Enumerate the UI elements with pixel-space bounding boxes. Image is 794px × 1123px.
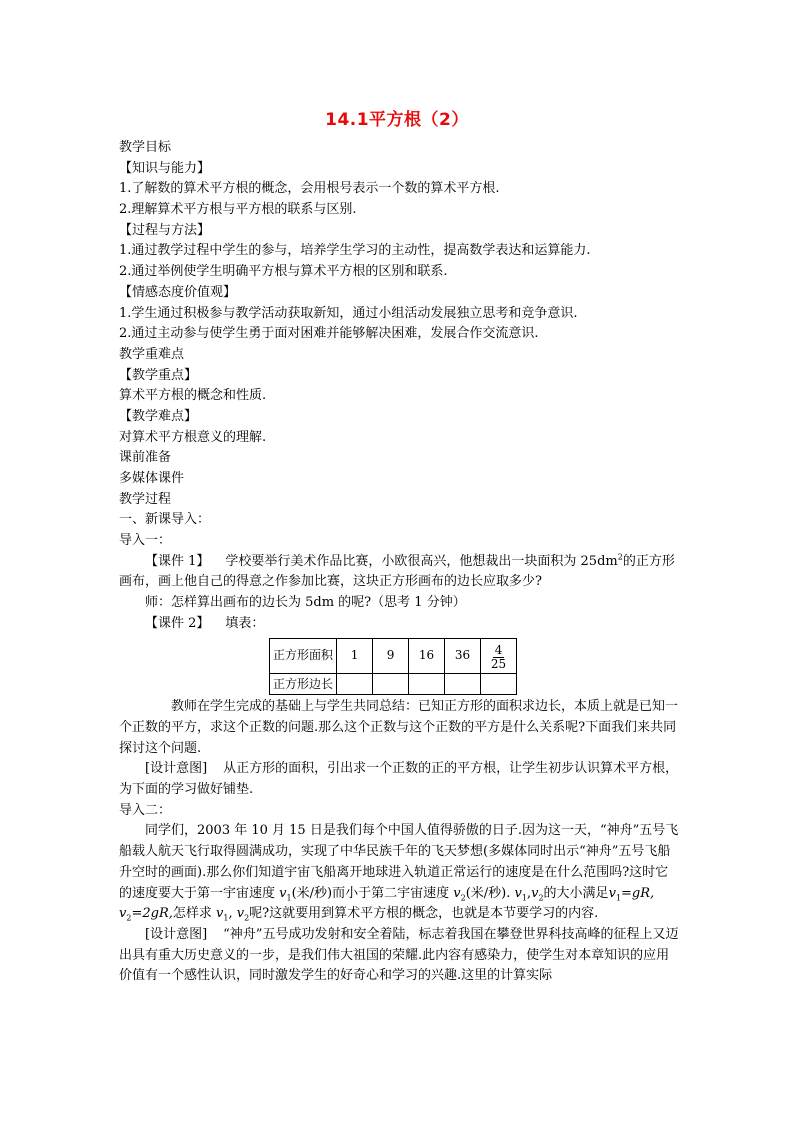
text-span: 呢?这就要用到算术平方根的概念，也就是本节要学习的内容. (249, 906, 599, 922)
subsection-heading: 【教学难点】 (119, 408, 198, 424)
text-span: 从正方形的面积，引出求一个正数的正的平方根，让学生初步认识算术平方根，为下面的学习做好铺垫. (119, 761, 679, 798)
teacher-question: 师：怎样算出画布的边长为 5dm 的呢?（思考 1 分钟） (145, 595, 466, 611)
text-span: (米/秒)而小于第二宇宙速度 (291, 885, 454, 901)
table-cell: 36 (445, 638, 481, 673)
shenzhou-paragraph: 同学们，2003 年 10 月 15 日是我们每个中国人值得骄傲的日子.因为这一天，“神舟”五号飞船载人航天飞行取得圆满成功，实现了中华民族千年的飞天梦想(多媒体同时出示“神舟”五号飞船升空时的画面).那么你们知道宇宙飞船离开地球进入轨道正常运行的速度是在什么范围吗?这时它的速度要大于第一宇宙速度 $v_1$(米/秒)而小于第二宇宙速度 $v_2$(米/秒). $v_1,v_2$的大小满足$v_1=gR$, $v_2=2gR$,怎样求 $v_1$, $v_2$呢?这就要用到算术平方根的概念，也就是本节要学习的内容. (119, 823, 679, 923)
page-title: 14.1平方根（2） (325, 110, 469, 130)
fraction-numerator: 4 (494, 643, 503, 658)
equation: =gR, (621, 885, 655, 901)
design-intent-label: [设计意图] (145, 761, 208, 777)
table-cell: 1 (337, 638, 373, 673)
text-line: 1.了解数的算术平方根的概念，会用根号表示一个数的算术平方根. (119, 181, 500, 197)
math-var: v (216, 906, 224, 922)
table-header-cell: 正方形面积 (270, 638, 337, 673)
subscript: 1 (286, 893, 292, 903)
subscript: 2 (244, 913, 250, 923)
table-cell-empty[interactable] (337, 673, 373, 695)
design-intent-1 (119, 759, 679, 800)
superscript: 2 (617, 552, 623, 562)
subscript: 1 (521, 893, 527, 903)
math-var: v (531, 885, 539, 901)
text-line: 2.通过举例使学生明确平方根与算术平方根的区别和联系. (119, 264, 448, 280)
section-heading: 教学重难点 (119, 346, 185, 362)
text-line: 导入二： (119, 802, 172, 818)
equation: =2gR, (131, 906, 173, 922)
text-span: 填表： (225, 615, 265, 631)
subsection-heading: 【情感态度价值观】 (119, 284, 237, 300)
table-cell-empty[interactable] (445, 673, 481, 695)
table-cell-fraction (481, 638, 517, 673)
subscript: 2 (538, 893, 544, 903)
table-header-cell: 正方形边长 (270, 673, 337, 695)
design-intent-label: [设计意图] (145, 926, 208, 942)
math-var: v (514, 885, 522, 901)
text-line: 算术平方根的概念和性质. (119, 388, 267, 404)
subsection-heading: 【知识与能力】 (119, 160, 211, 176)
table-row (270, 638, 517, 673)
text-line: 导入一： (119, 533, 172, 549)
subsection-heading: 【过程与方法】 (119, 222, 211, 238)
table-cell-empty[interactable] (409, 673, 445, 695)
text-span: “神舟”五号成功发射和安全着陆，标志着我国在攀登世界科技高峰的征程上又迈出具有重大历史意义的一步，是我们伟大祖国的荣耀.此内容有感染力，使学生对本章知识的应用价值有一个感性认识，同时激发学生的好奇心和学习的兴趣.这里的计算实际 (119, 926, 679, 984)
courseware-2-line (119, 614, 679, 635)
courseware-2-label: 【课件 2】 (145, 615, 210, 631)
text-line: 多媒体课件 (119, 471, 185, 486)
courseware-1-label: 【课件 1】 (145, 553, 210, 569)
text-line: 2.通过主动参与使学生勇于面对困难并能够解决困难，发展合作交流意识. (119, 326, 539, 342)
math-var: v (279, 885, 287, 901)
math-var: v (608, 885, 616, 901)
summary-paragraph: 教师在学生完成的基础上与学生共同总结：已知正方形的面积求边长，本质上就是已知一个正数的平方，求这个正数的问题.那么这个正数与这个正数的平方是什么关系呢?下面我们来共同探讨这个问题. (119, 699, 679, 756)
text-span: 怎样求 (172, 906, 216, 922)
subsection-heading: 【教学重点】 (119, 367, 198, 383)
math-var: v (453, 885, 461, 901)
section-heading: 教学过程 (119, 491, 172, 507)
table-cell: 16 (409, 638, 445, 673)
fill-table (269, 638, 517, 696)
table-cell-empty[interactable] (373, 673, 409, 695)
subscript: 1 (615, 893, 622, 903)
text-span: 学校要举行美术作品比赛，小欧很高兴，他想裁出一块面积为 25dm (225, 553, 618, 569)
table-cell: 9 (373, 638, 409, 673)
design-intent-2 (119, 925, 679, 987)
table-row (270, 673, 517, 695)
document-body (119, 138, 679, 987)
text-span: 的正方形画布，画上他自己的得意之作参加比赛，这块正方形画布的边长应取多少? (119, 553, 675, 590)
section-heading: 教学目标 (119, 140, 172, 155)
section-heading: 课前准备 (119, 450, 172, 466)
text-line: 对算术平方根意义的理解. (119, 429, 267, 445)
table-cell-empty[interactable] (481, 673, 517, 695)
math-var: v (119, 906, 127, 922)
subscript: 2 (126, 913, 132, 923)
math-var: v (236, 906, 245, 922)
text-span: 的大小满足 (543, 885, 609, 901)
text-line: 1.通过教学过程中学生的参与，培养学生学习的主动性，提高数学表达和运算能力. (119, 243, 591, 259)
text-span: 同学们，2003 年 10 月 15 日是我们每个中国人值得骄傲的日子.因为这一天，“神舟”五号飞船载人航天飞行取得圆满成功，实现了中华民族千年的飞天梦想(多媒体同时出示“神舟”五号飞船升空时的画面).那么你们知道宇宙飞船离开地球进入轨道正常运行的速度是在什么范围吗?这时它的速度要大于第一宇宙速度 (119, 823, 679, 901)
text-line: 一、新课导入： (119, 512, 211, 528)
subscript: 1 (223, 913, 229, 923)
courseware-1-paragraph (119, 552, 679, 593)
subscript: 2 (460, 893, 466, 903)
text-span: (米/秒). (465, 885, 511, 901)
fraction-denominator: 25 (490, 657, 507, 672)
text-line: 2.理解算术平方根与平方根的联系与区别. (119, 202, 357, 218)
text-line: 1.学生通过积极参与教学活动获取新知，通过小组活动发展独立思考和竞争意识. (119, 305, 578, 321)
